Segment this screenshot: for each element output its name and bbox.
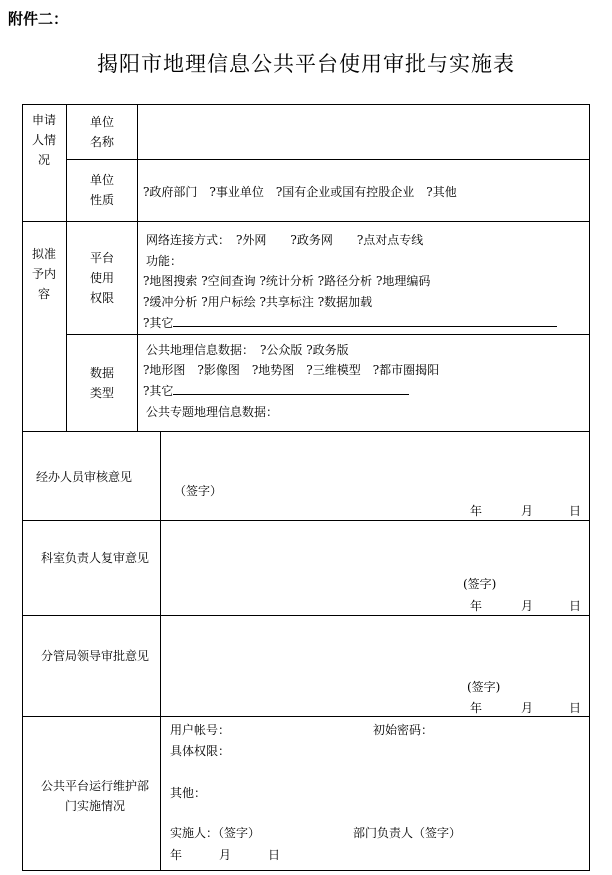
unit-type-label: 单位性质 xyxy=(89,173,114,207)
leader-review-label: 分管局领导审批意见 xyxy=(40,649,149,663)
function-options-row2[interactable]: ?缓冲分析 ?用户标绘 ?共享标注 ?数据加载 xyxy=(143,295,373,309)
implementation-label: 公共平台运行维护部门实施情况 xyxy=(40,779,149,813)
data-type-options[interactable]: ?地形图 ?影像图 ?地势图 ?三维模型 ?都市圈揭阳 xyxy=(143,363,440,377)
unit-name-label: 单位名称 xyxy=(89,115,114,149)
data-other-blank[interactable] xyxy=(173,382,409,395)
handler-review-label: 经办人员审核意见 xyxy=(36,470,133,484)
function-options-row1[interactable]: ?地图搜索 ?空间查询 ?统计分析 ?路径分析 ?地理编码 xyxy=(143,274,431,288)
function-label: 功能： xyxy=(146,254,183,268)
grant-section-label: 拟准予内容 xyxy=(31,247,56,301)
leader-signature[interactable]: (签字) xyxy=(467,680,501,694)
unit-type-options[interactable]: ?政府部门 ?事业单位 ?国有企业或国有控股企业 ?其他 xyxy=(143,185,457,199)
data-other-option[interactable]: ?其它 xyxy=(143,382,409,399)
permissions-field[interactable]: 具体权限： xyxy=(170,744,231,758)
applicant-section-label: 申请人情况 xyxy=(31,113,56,167)
thematic-data-label: 公共专题地理信息数据： xyxy=(146,405,279,419)
implementer-signature[interactable]: 实施人：（签字） xyxy=(170,826,261,840)
page-title: 揭阳市地理信息公共平台使用审批与实施表 xyxy=(97,52,515,76)
dept-head-signature[interactable]: 部门负责人（签字） xyxy=(353,826,462,840)
section-head-signature[interactable]: (签字) xyxy=(463,577,497,591)
function-other-blank[interactable] xyxy=(173,314,557,327)
platform-permission-label: 平台使用权限 xyxy=(89,251,114,305)
password-field[interactable]: 初始密码： xyxy=(373,723,434,737)
data-type-label: 数据类型 xyxy=(89,366,114,400)
connection-options[interactable]: 网络连接方式： ?外网 ?政务网 ?点对点专线 xyxy=(146,233,424,247)
other-field[interactable]: 其他： xyxy=(170,786,207,800)
function-other-option[interactable]: ?其它 xyxy=(143,314,557,331)
account-field[interactable]: 用户帐号： xyxy=(170,723,231,737)
section-head-review-label: 科室负责人复审意见 xyxy=(40,551,149,565)
public-data-options[interactable]: 公共地理信息数据： ?公众版 ?政务版 xyxy=(146,343,349,357)
handler-signature[interactable]: （签字） xyxy=(174,484,223,498)
attachment-label: 附件二： xyxy=(8,10,69,28)
